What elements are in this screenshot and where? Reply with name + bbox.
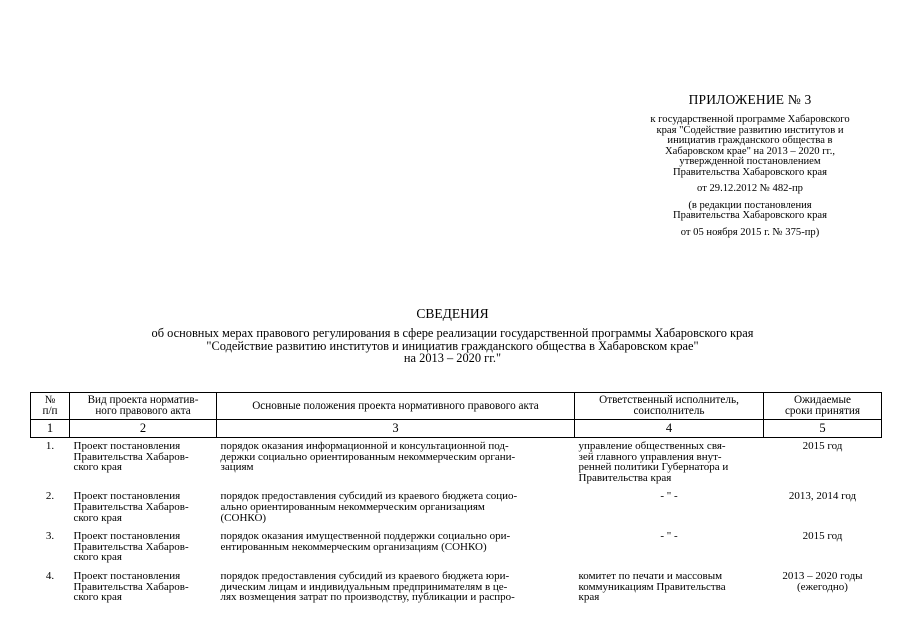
row-number: 1.: [45, 440, 55, 452]
row-term: 2013 – 2020 годы (ежегодно): [782, 569, 863, 593]
document-heading: [0, 306, 905, 365]
column-number-row: [31, 420, 882, 438]
table-row: [31, 568, 882, 608]
header-label: Ответственный исполнитель, соисполнитель: [599, 394, 739, 417]
row-executor: комитет по печати и массовым коммуникациям Правительства края: [578, 569, 726, 604]
appendix-line: Хабаровском крае" на 2013 – 2020 гг.,: [665, 145, 835, 157]
appendix-date: от 29.12.2012 № 482-пр: [697, 183, 803, 194]
row-number: 4.: [45, 569, 55, 582]
row-provisions: порядок оказания информационной и консультационной под- держки социально ориентированным некоммерческим органи- зациям: [220, 440, 516, 474]
header-provisions: [217, 393, 575, 420]
appendix-line: утвержденной постановлением: [679, 156, 821, 167]
row-provisions: порядок предоставления субсидий из краевого бюджета юри- дическим лицам и индивидуальным предпринимателям в це- лях возмещения затрат по производству, публикации и распро-: [220, 569, 515, 604]
row-act-type: Проект постановления Правительства Хабаров- ского края: [73, 530, 189, 564]
row-act-type: Проект постановления Правительства Хабаров- ского края: [73, 490, 189, 524]
header-label: Вид проекта норматив- ного правового акта: [87, 394, 199, 417]
appendix-edition: [600, 201, 900, 222]
heading-line: на 2013 – 2020 гг.": [403, 351, 502, 365]
appendix-reference: [600, 115, 900, 178]
table-row: [31, 488, 882, 528]
appendix-title: ПРИЛОЖЕНИЕ № 3: [688, 92, 812, 107]
measures-table: [30, 392, 882, 608]
column-number: 5: [764, 420, 882, 438]
edition-line: Правительства Хабаровского края: [673, 210, 827, 221]
row-number: 2.: [45, 490, 55, 503]
header-label: № п/п: [42, 394, 58, 417]
column-number: 1: [31, 420, 70, 438]
column-number: 4: [575, 420, 764, 438]
appendix-line: к государственной программе Хабаровского: [650, 114, 850, 125]
edition-line: (в редакции постановления: [688, 199, 812, 211]
row-number: 3.: [45, 530, 55, 543]
row-executor: - " -: [660, 530, 678, 543]
header-number: [31, 393, 70, 420]
header-act-type: [70, 393, 217, 420]
row-provisions: порядок оказания имущественной поддержки социально ори- ентированным некоммерческим организациям (СОНКО): [220, 530, 511, 553]
appendix-line: инициатив гражданского общества в: [667, 135, 833, 146]
row-term: 2015 год: [802, 440, 843, 452]
header-terms: [764, 393, 882, 420]
heading-line: об основных мерах правового регулирования в сфере реализации государственной программы Хабаровского края: [151, 326, 754, 340]
row-act-type: Проект постановления Правительства Хабаров- ского края: [73, 440, 189, 474]
header-executor: [575, 393, 764, 420]
appendix-line: края "Содействие развитию институтов и: [656, 124, 844, 136]
row-provisions: порядок предоставления субсидий из краевого бюджета социо- ально ориентированным некоммерческим организациям (СОНКО): [220, 490, 518, 524]
row-term: 2013, 2014 год: [788, 490, 857, 503]
row-term: 2015 год: [802, 530, 843, 543]
column-number: 3: [217, 420, 575, 438]
column-number: 2: [70, 420, 217, 438]
row-executor: управление общественных свя- зей главного управления внут- ренней политики Губернатора и Правительства края: [578, 440, 729, 484]
table-header-row: [31, 393, 882, 420]
appendix-block: [600, 92, 900, 238]
row-act-type: Проект постановления Правительства Хабаров- ского края: [73, 569, 189, 604]
table-row: [31, 528, 882, 568]
heading-line: "Содействие развитию институтов и инициатив гражданского общества в Хабаровском крае": [206, 338, 699, 353]
appendix-line: Правительства Хабаровского края: [673, 166, 827, 178]
appendix-edition-date: от 05 ноября 2015 г. № 375-пр): [680, 226, 820, 238]
table-row: [31, 438, 882, 489]
document-title: СВЕДЕНИЯ: [416, 306, 489, 321]
header-label: Основные положения проекта нормативного правового акта: [252, 399, 539, 412]
row-executor: - " -: [660, 490, 678, 503]
header-label: Ожидаемые сроки принятия: [784, 394, 861, 417]
